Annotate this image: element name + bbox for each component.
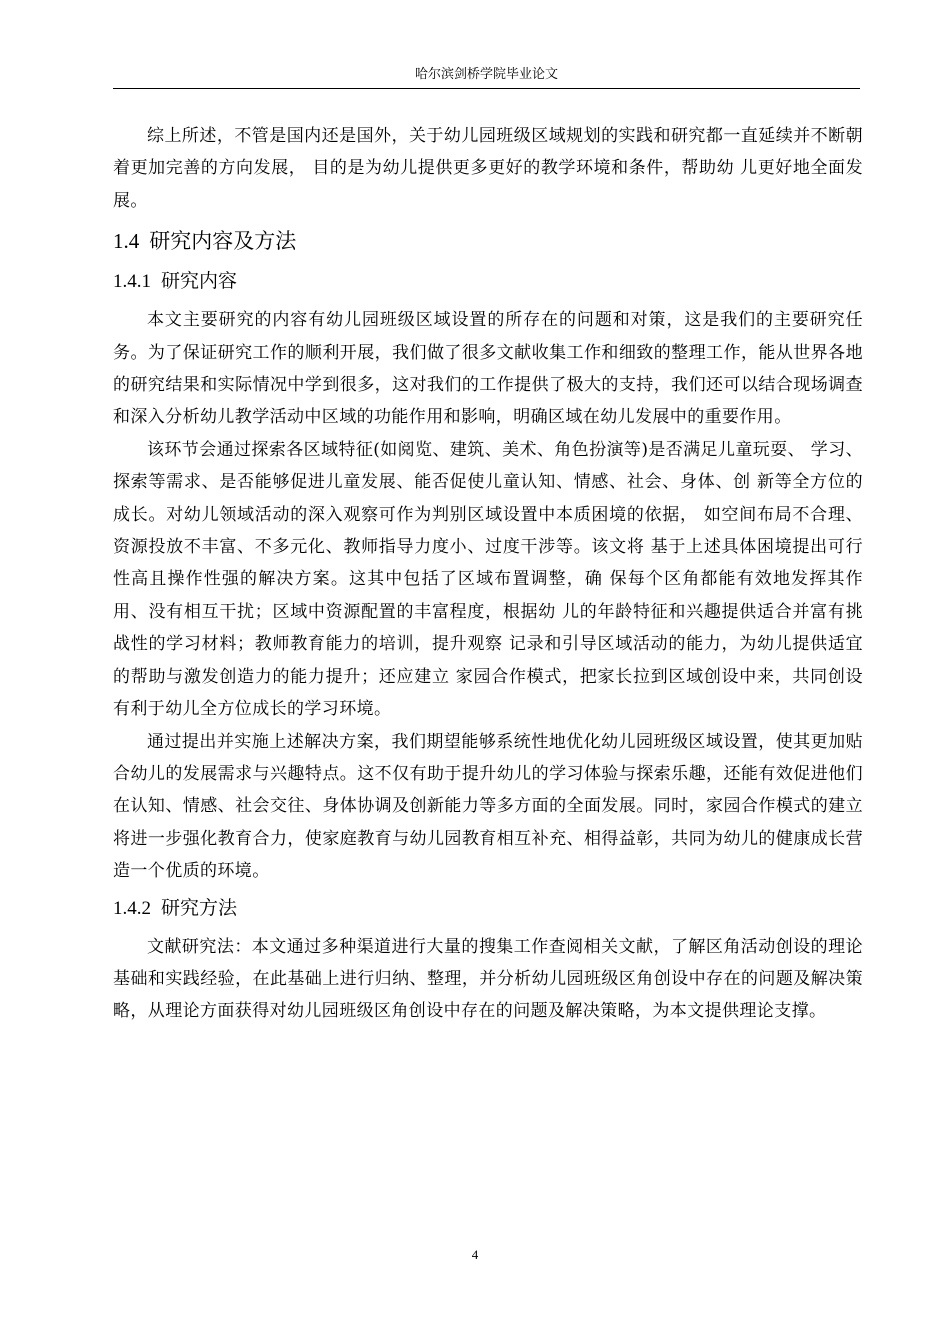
subsection-number: 1.4.1 [113,271,151,293]
section-heading-1-4 [113,223,863,259]
body-paragraph: 本文主要研究的内容有幼儿园班级区域设置的所存在的问题和对策，这是我们的主要研究任务。为了保证研究工作的顺利开展，我们做了很多文献收集工作和细致的整理工作，能从世界各地的研究结果和实际情况中学到很多，这对我们的工作提供了极大的支持，我们还可以结合现场调查和深入分析幼儿教学活动中区域的功能作用和影响，明确区域在幼儿发展中的重要作用。 [113,310,863,428]
intro-paragraph: 综上所述，不管是国内还是国外，关于幼儿园班级区域规划的实践和研究都一直延续并不断朝着更加完善的方向发展， 目的是为幼儿提供更多更好的教学环境和条件，帮助幼 儿更好地全面发展。 [113,126,863,211]
subsection-title: 研究方法 [161,896,238,919]
subsection-heading-1-4-1 [113,265,863,298]
body-paragraph: 通过提出并实施上述解决方案，我们期望能够系统性地优化幼儿园班级区域设置，使其更加贴合幼儿的发展需求与兴趣特点。这不仅有助于提升幼儿的学习体验与探索乐趣，还能有效促进他们在认知、情感、社会交往、身体协调及创新能力等多方面的全面发展。同时，家园合作模式的建立将进一步强化教育合力，使家庭教育与幼儿园教育相互补充、相得益彰，共同为幼儿的健康成长营造一个优质的环境。 [113,731,863,882]
page-body [113,120,863,1028]
header-title: 哈尔滨剑桥学院毕业论文 [414,67,558,82]
running-header [113,66,860,89]
subsection-number: 1.4.2 [113,897,151,919]
section-title: 研究内容及方法 [149,229,297,254]
body-paragraph: 该环节会通过探索各区域特征(如阅览、建筑、美术、角色扮演等)是否满足儿童玩耍、 学习、探索等需求、是否能够促进儿童发展、能否促使儿童认知、情感、社会、身体、创 新等全方位的成长。对幼儿领域活动的深入观察可作为判别区域设置中本质困境的依据， 如空间布局不合理、资源投放不丰富、不多元化、教师指导力度小、过度干涉等。该文将 基于上述具体困境提出可行性高且操作性强的解决方案。这其中包括了区域布置调整，确 保每个区角都能有效地发挥其作用、没有相互干扰；区域中资源配置的丰富程度，根据幼 儿的年龄特征和兴趣提供适合并富有挑战性的学习材料；教师教育能力的培训，提升观察 记录和引导区域活动的能力，为幼儿提供适宜的帮助与激发创造力的能力提升；还应建立 家园合作模式，把家长拉到区域创设中来，共同创设有利于幼儿全方位成长的学习环境。 [113,439,863,720]
subsection-title: 研究内容 [161,270,238,293]
subsection-heading-1-4-2 [113,892,863,925]
body-paragraph: 文献研究法：本文通过多种渠道进行大量的搜集工作查阅相关文献，了解区角活动创设的理论基础和实践经验，在此基础上进行归纳、整理，并分析幼儿园班级区角创设中存在的问题及解决策略，从理论方面获得对幼儿园班级区角创设中存在的问题及解决策略，为本文提供理论支撑。 [113,936,863,1022]
section-number: 1.4 [113,229,140,254]
page-number: 4 [471,1247,479,1262]
